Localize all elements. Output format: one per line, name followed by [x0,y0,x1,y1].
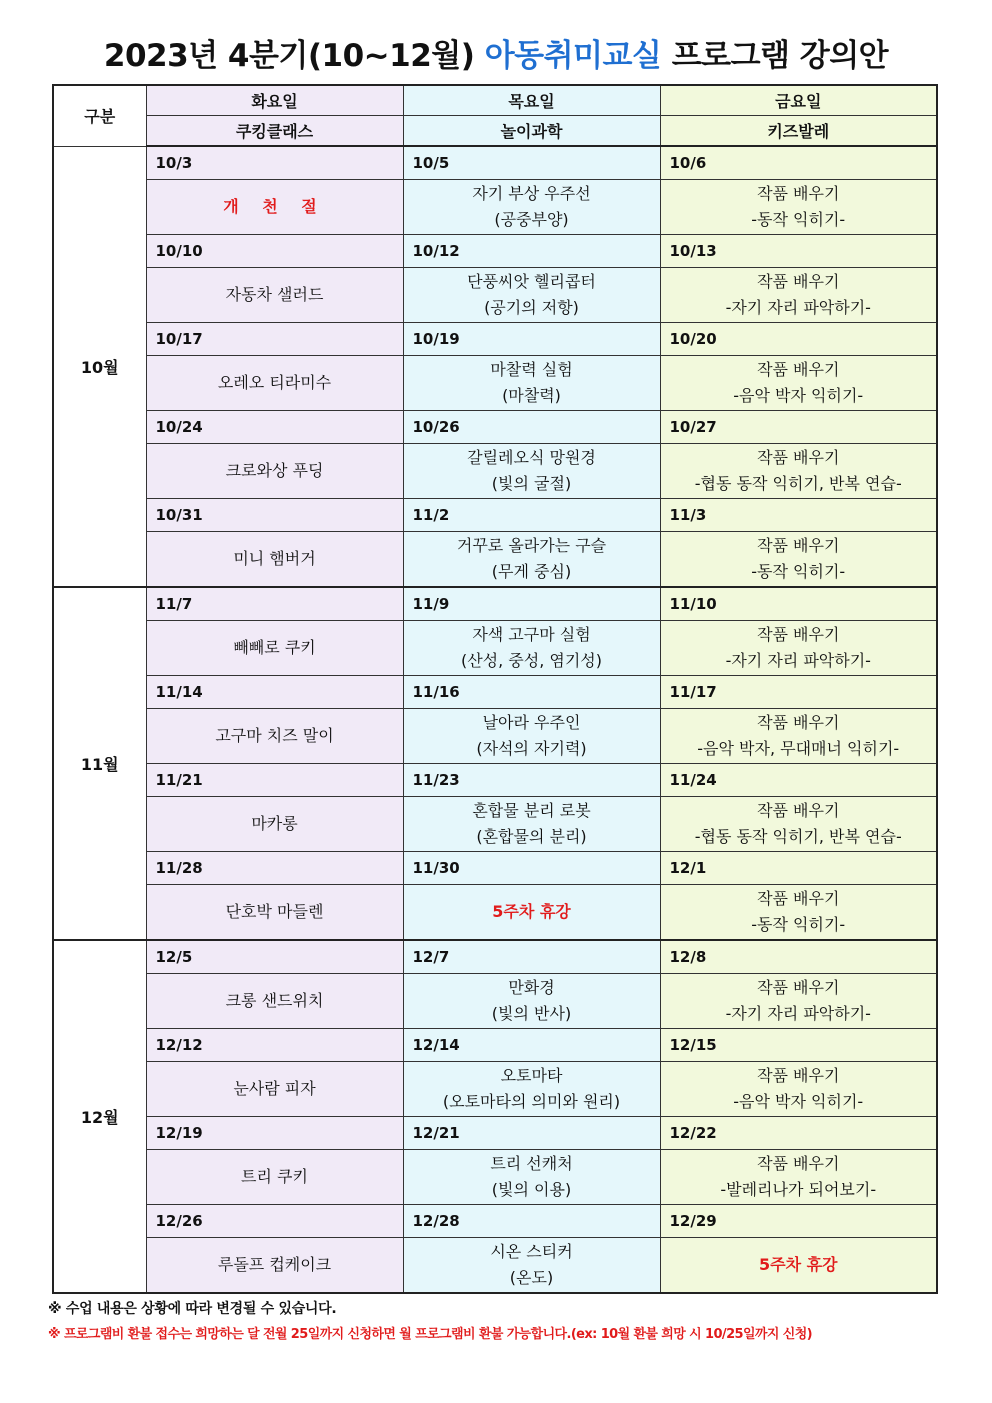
date-cell-tue: 12/12 [146,1029,403,1062]
lesson-subtitle: (산성, 중성, 염기성) [460,651,603,670]
date-cell-tue: 10/10 [146,235,403,268]
content-cell-tue [146,885,403,941]
content-cell-thu [403,621,660,676]
month-label: 10월 [53,146,146,587]
lesson-title: 개 천 절 [223,197,326,216]
lesson-title: 작품 배우기 [757,1154,840,1173]
lesson-title: 크롱 샌드위치 [225,991,324,1010]
date-cell-tue: 10/31 [146,499,403,532]
content-row [53,885,937,941]
lesson-title: 자색 고구마 실험 [472,625,591,644]
date-cell-fri: 10/6 [660,146,937,180]
date-cell-tue: 11/21 [146,764,403,797]
content-cell-fri [660,1150,937,1205]
content-cell-tue [146,356,403,411]
lesson-title: 작품 배우기 [757,978,840,997]
content-cell-fri [660,1062,937,1117]
date-row [53,146,937,180]
content-cell-tue [146,444,403,499]
date-cell-thu: 10/5 [403,146,660,180]
content-cell-thu [403,1150,660,1205]
date-row [53,852,937,885]
content-cell-thu [403,885,660,941]
date-row [53,1117,937,1150]
header-row-days [53,85,937,116]
date-cell-tue: 12/5 [146,940,403,974]
content-cell-fri [660,974,937,1029]
content-cell-tue [146,1150,403,1205]
content-cell-tue [146,1062,403,1117]
lesson-title: 자기 부상 우주선 [472,184,591,203]
header-day-thu: 목요일 [403,85,660,116]
lesson-title: 작품 배우기 [757,625,840,644]
content-cell-thu [403,444,660,499]
lesson-title: 미니 햄버거 [233,549,316,568]
date-cell-tue: 10/17 [146,323,403,356]
lesson-title: 작품 배우기 [757,713,840,732]
title-highlight: 아동취미교실 [484,38,662,74]
content-row [53,709,937,764]
date-cell-thu: 11/2 [403,499,660,532]
header-row-classes [53,116,937,147]
content-cell-fri [660,356,937,411]
content-cell-thu [403,268,660,323]
lesson-title: 루돌프 컵케이크 [217,1255,332,1274]
date-cell-thu: 10/26 [403,411,660,444]
date-row [53,1029,937,1062]
content-cell-tue [146,797,403,852]
header-class-science: 놀이과학 [403,116,660,147]
lesson-subtitle: (빛의 이용) [491,1180,572,1199]
lesson-subtitle: -발레리나가 되어보기- [720,1180,877,1199]
content-row [53,621,937,676]
lesson-title: 단풍씨앗 헬리콥터 [467,272,596,291]
lesson-title: 거꾸로 올라가는 구슬 [456,536,607,555]
lesson-title: 트리 선캐처 [490,1154,573,1173]
lesson-title: 혼합물 분리 로봇 [472,801,591,820]
date-cell-fri: 12/8 [660,940,937,974]
lesson-subtitle: -음악 박자, 무대매너 익히기- [697,739,900,758]
lesson-title: 작품 배우기 [757,1066,840,1085]
lesson-title: 작품 배우기 [757,272,840,291]
lesson-subtitle: (혼합물의 분리) [476,827,587,846]
content-cell-fri [660,268,937,323]
date-row [53,235,937,268]
content-cell-thu [403,1238,660,1294]
content-cell-fri [660,621,937,676]
month-label: 11월 [53,587,146,940]
lesson-subtitle: (오토마타의 의미와 원리) [442,1092,621,1111]
content-cell-thu [403,797,660,852]
content-cell-fri [660,444,937,499]
lesson-subtitle: -음악 박자 익히기- [733,1092,864,1111]
content-cell-tue [146,621,403,676]
date-cell-fri: 12/22 [660,1117,937,1150]
lesson-subtitle: (빛의 굴절) [491,474,572,493]
content-cell-thu [403,356,660,411]
lesson-title: 자동차 샐러드 [225,285,324,304]
lesson-subtitle: -협동 동작 익히기, 반복 연습- [694,827,902,846]
note-refund: ※ 프로그램비 환불 접수는 희망하는 달 전월 25일까지 신청하면 월 프로그램비 환불 가능합니다.(ex: 10월 환불 희망 시 10/25일까지 신청) [48,1327,813,1342]
date-cell-thu: 10/19 [403,323,660,356]
note-change: ※ 수업 내용은 상황에 따라 변경될 수 있습니다. [48,1301,337,1317]
date-cell-fri: 12/1 [660,852,937,885]
lesson-title: 작품 배우기 [757,889,840,908]
content-cell-thu [403,180,660,235]
lesson-title: 눈사람 피자 [233,1079,316,1098]
lesson-subtitle: -자기 자리 파악하기- [725,298,871,317]
header-day-fri: 금요일 [660,85,937,116]
date-cell-fri: 11/10 [660,587,937,621]
lesson-title: 오토마타 [500,1066,563,1085]
content-cell-fri [660,885,937,941]
lesson-subtitle: (자석의 자기력) [476,739,587,758]
date-cell-thu: 11/30 [403,852,660,885]
content-cell-tue [146,709,403,764]
content-cell-fri [660,532,937,588]
date-cell-thu: 11/9 [403,587,660,621]
content-cell-fri [660,797,937,852]
lesson-subtitle: -음악 박자 익히기- [733,386,864,405]
content-cell-tue [146,268,403,323]
date-cell-fri: 12/15 [660,1029,937,1062]
lesson-title: 날아라 우주인 [482,713,581,732]
date-cell-tue: 11/14 [146,676,403,709]
date-cell-tue: 10/3 [146,146,403,180]
date-row [53,1205,937,1238]
content-row [53,444,937,499]
date-cell-fri: 10/27 [660,411,937,444]
content-row [53,532,937,588]
lesson-title: 시온 스티커 [490,1242,573,1261]
date-cell-tue: 11/7 [146,587,403,621]
content-row [53,1238,937,1294]
lesson-title: 작품 배우기 [757,536,840,555]
content-cell-fri [660,1238,937,1294]
content-row [53,1150,937,1205]
content-row [53,268,937,323]
page-title [0,30,992,75]
lesson-title: 마카롱 [251,814,298,833]
content-cell-tue [146,532,403,588]
content-row [53,1062,937,1117]
lesson-subtitle: -동작 익히기- [751,562,846,581]
month-label: 12월 [53,940,146,1293]
lesson-title: 트리 쿠키 [241,1167,308,1186]
date-row [53,587,937,621]
lesson-title: 만화경 [508,978,555,997]
lesson-subtitle: -동작 익히기- [751,915,846,934]
lesson-subtitle: (공기의 저항) [484,298,579,317]
lesson-title: 작품 배우기 [757,448,840,467]
date-cell-tue: 11/28 [146,852,403,885]
date-cell-thu: 11/16 [403,676,660,709]
date-cell-thu: 12/21 [403,1117,660,1150]
header-class-ballet: 키즈발레 [660,116,937,147]
date-row [53,764,937,797]
lesson-subtitle: -자기 자리 파악하기- [725,651,871,670]
lesson-subtitle: (무게 중심) [491,562,572,581]
lesson-subtitle: (마찰력) [502,386,561,405]
title-prefix: 2023년 4분기(10~12월) [103,38,475,74]
content-row [53,356,937,411]
lesson-title: 오레오 티라미수 [217,373,332,392]
date-cell-fri: 11/3 [660,499,937,532]
footnotes [48,1297,948,1347]
date-cell-thu: 12/14 [403,1029,660,1062]
content-row [53,974,937,1029]
lesson-title: 고구마 치즈 말이 [215,726,334,745]
lesson-subtitle: -협동 동작 익히기, 반복 연습- [694,474,902,493]
content-row [53,180,937,235]
date-row [53,499,937,532]
date-row [53,676,937,709]
content-cell-tue [146,974,403,1029]
lesson-title: 작품 배우기 [757,801,840,820]
lesson-subtitle: -자기 자리 파악하기- [725,1004,871,1023]
date-cell-tue: 12/26 [146,1205,403,1238]
schedule-table [52,84,938,1294]
lesson-title: 작품 배우기 [757,184,840,203]
date-cell-thu: 11/23 [403,764,660,797]
content-cell-fri [660,709,937,764]
content-cell-thu [403,1062,660,1117]
date-cell-fri: 12/29 [660,1205,937,1238]
date-cell-fri: 10/13 [660,235,937,268]
lesson-title: 5주차 휴강 [492,902,571,921]
content-cell-tue [146,180,403,235]
lesson-title: 5주차 휴강 [758,1255,838,1274]
date-cell-thu: 12/28 [403,1205,660,1238]
content-cell-tue [146,1238,403,1294]
date-row [53,323,937,356]
date-cell-tue: 12/19 [146,1117,403,1150]
date-cell-thu: 12/7 [403,940,660,974]
content-cell-thu [403,974,660,1029]
header-class-cooking: 쿠킹클래스 [146,116,403,147]
content-row [53,797,937,852]
lesson-title: 단호박 마들렌 [225,902,324,921]
content-cell-thu [403,709,660,764]
lesson-subtitle: -동작 익히기- [751,210,846,229]
lesson-title: 작품 배우기 [757,360,840,379]
lesson-title: 갈릴레오식 망원경 [467,448,596,467]
lesson-title: 빼빼로 쿠키 [233,638,316,657]
date-cell-thu: 10/12 [403,235,660,268]
lesson-title: 마찰력 실험 [490,360,573,379]
title-suffix: 프로그램 강의안 [671,38,889,74]
lesson-title: 크로와상 푸딩 [225,461,324,480]
date-row [53,940,937,974]
header-day-tue: 화요일 [146,85,403,116]
lesson-subtitle: (공중부양) [494,210,569,229]
header-label: 구분 [53,85,146,146]
date-cell-fri: 11/24 [660,764,937,797]
date-cell-fri: 10/20 [660,323,937,356]
lesson-subtitle: (온도) [509,1268,554,1287]
content-cell-fri [660,180,937,235]
content-cell-thu [403,532,660,588]
date-row [53,411,937,444]
lesson-subtitle: (빛의 반사) [491,1004,572,1023]
date-cell-fri: 11/17 [660,676,937,709]
date-cell-tue: 10/24 [146,411,403,444]
